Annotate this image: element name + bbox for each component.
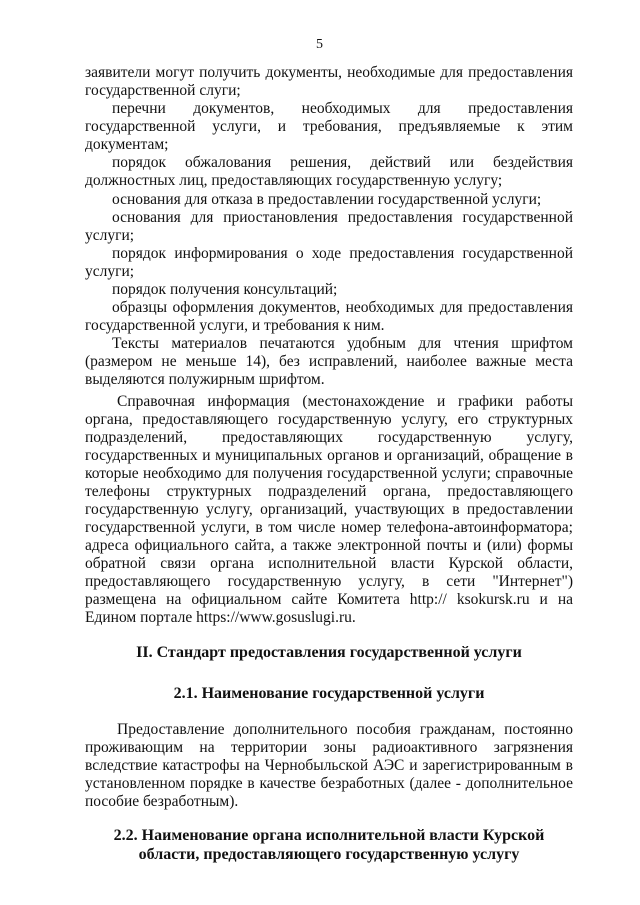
text-line: документам; xyxy=(85,136,169,153)
text-line: (размером не меньше 14), без исправлений, наиболее важные места xyxy=(85,353,573,370)
text-line: выделяются полужирным шрифтом. xyxy=(85,371,325,388)
text-line: государственной услуги, и требования к ним. xyxy=(85,317,385,334)
text-line: Едином портале https://www.gosuslugi.ru. xyxy=(85,609,356,626)
text-line: адреса официального сайта, а также электронной почты и (или) формы xyxy=(85,537,573,554)
text-line: установленном порядке в качестве безработных (далее - дополнительное xyxy=(85,775,573,792)
text-line: государственную услугу, организаций, участвующих в предоставлении xyxy=(85,501,573,518)
text-line: которые необходимо для получения государственной услуги; справочные xyxy=(85,465,573,482)
text-line: обратной связи органа исполнительной власти Курской области, xyxy=(85,555,573,572)
section-heading: II. Стандарт предоставления государственной услуги xyxy=(136,644,522,661)
text-line: Тексты материалов печатаются удобным для чтения шрифтом xyxy=(112,335,573,352)
text-line: порядок информирования о ходе предоставления государственной xyxy=(112,245,573,262)
subsection-heading-2-2-line1: 2.2. Наименование органа исполнительной власти Курской xyxy=(113,827,545,844)
text-line: перечни документов, необходимых для предоставления xyxy=(112,100,573,117)
text-line: услуги; xyxy=(85,227,135,244)
text-line: предоставляющего государственную услугу, в сети "Интернет") xyxy=(85,573,573,590)
text-line: государственных и муниципальных органов и организаций, обращение в xyxy=(85,447,573,464)
text-line: размещена на официальном сайте Комитета http:// ksokursk.ru и на xyxy=(85,591,573,608)
text-line: Справочная информация (местонахождение и графики работы xyxy=(117,393,573,410)
text-line: порядок получения консультаций; xyxy=(112,281,338,298)
text-line: телефоны структурных подразделений органа, предоставляющего xyxy=(85,483,573,500)
text-line: проживающим на территории зоны радиоактивного загрязнения xyxy=(85,739,573,756)
text-line: услуги; xyxy=(85,263,135,280)
text-line: основания для приостановления предоставления государственной xyxy=(112,209,573,226)
text-line: должностных лиц, предоставляющих государственную услугу; xyxy=(85,172,503,189)
text-line: заявители могут получить документы, необходимые для предоставления xyxy=(85,64,573,81)
text-line: вследствие катастрофы на Чернобыльской АЭС и зарегистрированным в xyxy=(85,757,573,774)
text-line: основания для отказа в предоставлении государственной услуги; xyxy=(112,191,542,208)
text-line: государственной услуги, и требования, предъявляемые к этим xyxy=(85,118,573,135)
subsection-heading-2-1: 2.1. Наименование государственной услуги xyxy=(173,685,485,702)
subsection-heading-2-2-line2: области, предоставляющего государственную услугу xyxy=(138,846,520,863)
text-line: государственной услуги, в том числе номер телефона-автоинформатора; xyxy=(85,519,573,536)
text-line: органа, предоставляющего государственную услугу, его структурных xyxy=(85,411,573,428)
text-line: порядок обжалования решения, действий или бездействия xyxy=(112,154,573,171)
page-number: 5 xyxy=(316,37,323,52)
text-line: образцы оформления документов, необходимых для предоставления xyxy=(112,299,573,316)
text-line: Предоставление дополнительного пособия гражданам, постоянно xyxy=(117,721,573,738)
text-line: подразделений, предоставляющих государственную услугу, xyxy=(85,429,573,446)
text-line: пособие безработным). xyxy=(85,793,239,810)
text-line: государственной слуги; xyxy=(85,82,241,99)
